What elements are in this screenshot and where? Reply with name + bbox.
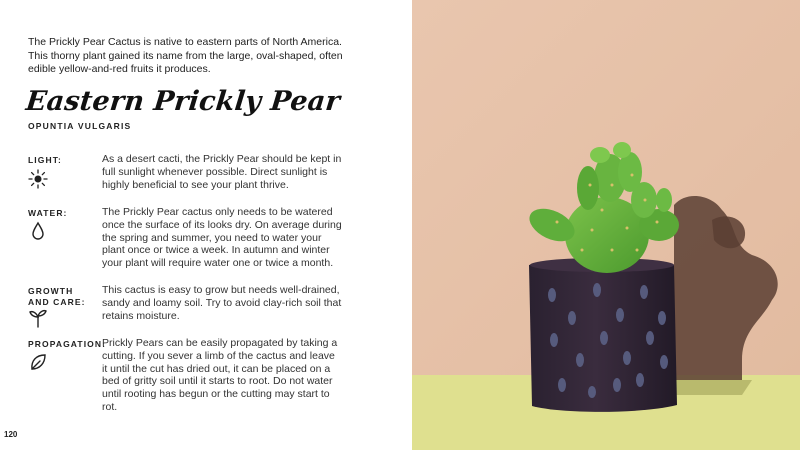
- section-text: This cactus is easy to grow but needs well-drained, sandy and loamy soil. Try to avoid clay-rich soil that retains moisture.: [102, 284, 342, 322]
- intro-paragraph: The Prickly Pear Cactus is native to eastern parts of North America. This thorny plant gained its name from the large, oval-shaped, often edible yellow-and-red fruits it produces.: [28, 36, 343, 75]
- section-text: Prickly Pears can be easily propagated by taking a cutting. If you sever a limb of the cactus and leave it until the cut has dried out, it can be placed on a bed of gritty soil until it starts to root. Do not water until rooting has begun or the cutting may start to rot.: [102, 337, 338, 413]
- section-text: The Prickly Pear cactus only needs to be watered once the surface of its looks dry. On average during the spring and summer, you need to water your plant once or twice a week. In autumn and winter your plant will require water one or twice a month.: [102, 206, 342, 270]
- page-number: 120: [4, 430, 18, 439]
- cactus-photo: [412, 0, 800, 450]
- section-label: PROPAGATION:: [28, 339, 107, 349]
- sun-icon: [28, 169, 48, 189]
- section-label: GROWTH AND CARE:: [28, 286, 86, 307]
- section-text: As a desert cacti, the Prickly Pear should be kept in full sunlight whenever possible. Direct sunlight is highly beneficial to see your plant thrive.: [102, 153, 342, 191]
- latin-name: OPUNTIA VULGARIS: [28, 121, 132, 131]
- water-drop-icon: [28, 221, 48, 241]
- right-page-photo: [412, 0, 800, 450]
- section-label: LIGHT:: [28, 155, 62, 165]
- sprout-icon: [28, 308, 48, 328]
- plant-title: Eastern Prickly Pear: [24, 86, 342, 117]
- leaf-icon: [28, 352, 48, 372]
- section-label: WATER:: [28, 208, 68, 218]
